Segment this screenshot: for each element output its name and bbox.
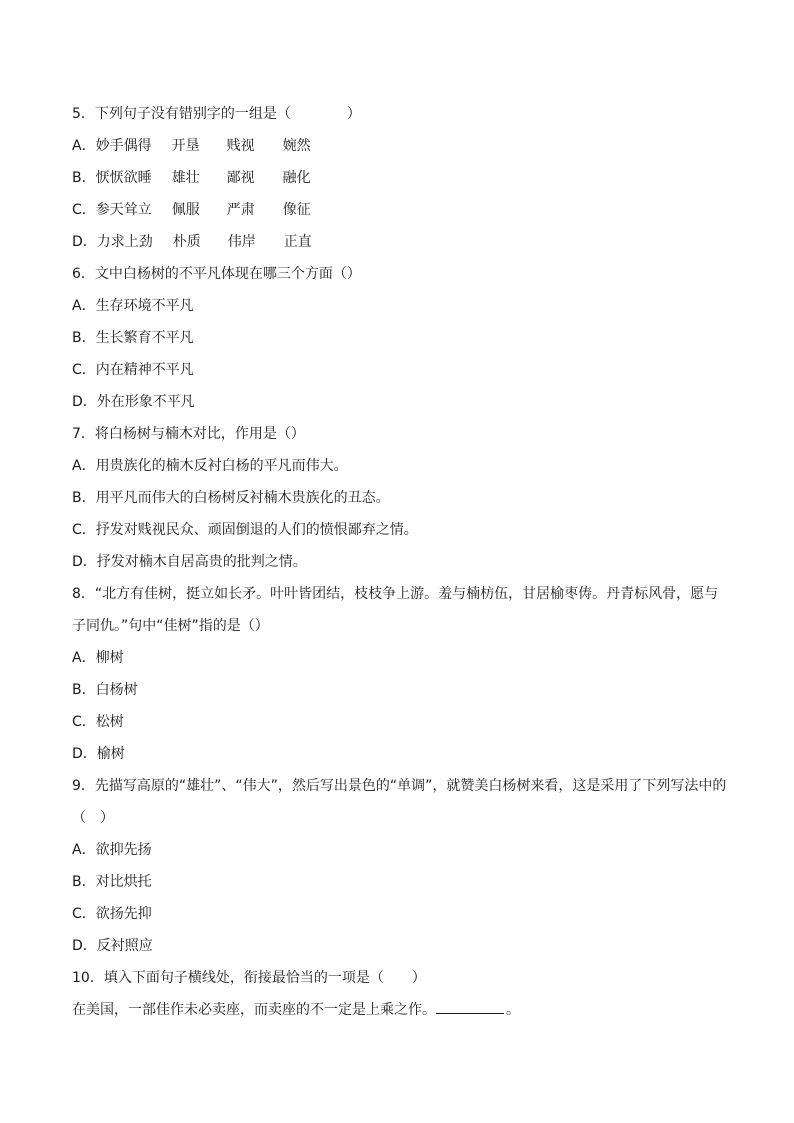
q7-option-d: D．抒发对楠木自居高贵的批判之情。 bbox=[72, 554, 307, 570]
option-word: 雄壮 bbox=[171, 170, 200, 186]
q8-option-c: C．松树 bbox=[72, 714, 124, 730]
q10-sentence-end: 。 bbox=[506, 1002, 520, 1018]
option-word: 贱视 bbox=[226, 138, 255, 154]
q6-option-c: C．内在精神不平凡 bbox=[72, 362, 194, 378]
document-page bbox=[72, 98, 732, 1026]
option-word: 力求上劲 bbox=[96, 234, 153, 250]
option-word: 婉然 bbox=[282, 138, 311, 154]
q9-option-d: D．反衬照应 bbox=[72, 938, 153, 954]
option-word: 恹恹欲睡 bbox=[95, 170, 152, 186]
question-9-stem: 9．先描写高原的“雄壮”、“伟大”，然后写出景色的“单调”，就赞美白杨树来看，这是采用了下列写法中的（ ） bbox=[72, 778, 727, 826]
q5-option-a bbox=[72, 130, 732, 162]
q5-option-b bbox=[72, 162, 732, 194]
option-letter: C． bbox=[72, 202, 96, 218]
option-word: 严肃 bbox=[226, 202, 255, 218]
q10-sentence-text: 在美国，一部佳作未必卖座，而卖座的不一定是上乘之作。 bbox=[72, 1002, 436, 1018]
question-7-stem: 7．将白杨树与楠木对比，作用是（） bbox=[72, 426, 305, 442]
option-letter: B． bbox=[72, 170, 96, 186]
option-letter: D． bbox=[72, 234, 97, 250]
option-word: 朴质 bbox=[172, 234, 201, 250]
q6-option-b: B．生长繁育不平凡 bbox=[72, 330, 194, 346]
question-8-stem: 8．“北方有佳树，挺立如长矛。叶叶皆团结，枝枝争上游。羞与楠枋伍，甘居榆枣俦。丹青标风骨，愿与子同仇。”句中“佳树”指的是（） bbox=[72, 586, 719, 634]
q6-option-d: D．外在形象不平凡 bbox=[72, 394, 195, 410]
question-6-stem: 6．文中白杨树的不平凡体现在哪三个方面（） bbox=[72, 266, 361, 282]
q5-option-d bbox=[72, 226, 732, 258]
q8-option-a: A．柳树 bbox=[72, 650, 124, 666]
option-word: 融化 bbox=[282, 170, 311, 186]
q8-option-b: B．白杨树 bbox=[72, 682, 138, 698]
q8-option-d: D．榆树 bbox=[72, 746, 125, 762]
q7-option-c: C．抒发对贱视民众、顽固倒退的人们的愤恨鄙弃之情。 bbox=[72, 522, 418, 538]
q5-option-c bbox=[72, 194, 732, 226]
q9-option-a: A．欲抑先扬 bbox=[72, 842, 152, 858]
q9-option-b: B．对比烘托 bbox=[72, 874, 152, 890]
option-word: 像征 bbox=[282, 202, 311, 218]
option-word: 参天耸立 bbox=[95, 202, 152, 218]
question-10-stem: 10．填入下面句子横线处，衔接最恰当的一项是（ ） bbox=[72, 970, 426, 986]
option-word: 正直 bbox=[283, 234, 312, 250]
q7-option-a: A．用贵族化的楠木反衬白杨的平凡而伟大。 bbox=[72, 458, 348, 474]
q6-option-a: A．生存环境不平凡 bbox=[72, 298, 194, 314]
option-word: 开垦 bbox=[171, 138, 200, 154]
fill-in-blank bbox=[436, 999, 504, 1014]
option-word: 妙手偶得 bbox=[95, 138, 152, 154]
option-word: 伟岸 bbox=[227, 234, 256, 250]
q9-option-c: C．欲扬先抑 bbox=[72, 906, 152, 922]
option-word: 鄙视 bbox=[226, 170, 255, 186]
q10-sentence bbox=[72, 994, 732, 1026]
q7-option-b: B．用平凡而伟大的白杨树反衬楠木贵族化的丑态。 bbox=[72, 490, 390, 506]
question-5-stem: 5．下列句子没有错别字的一组是（ ） bbox=[72, 106, 361, 122]
option-letter: A． bbox=[72, 138, 96, 154]
option-word: 佩服 bbox=[171, 202, 200, 218]
